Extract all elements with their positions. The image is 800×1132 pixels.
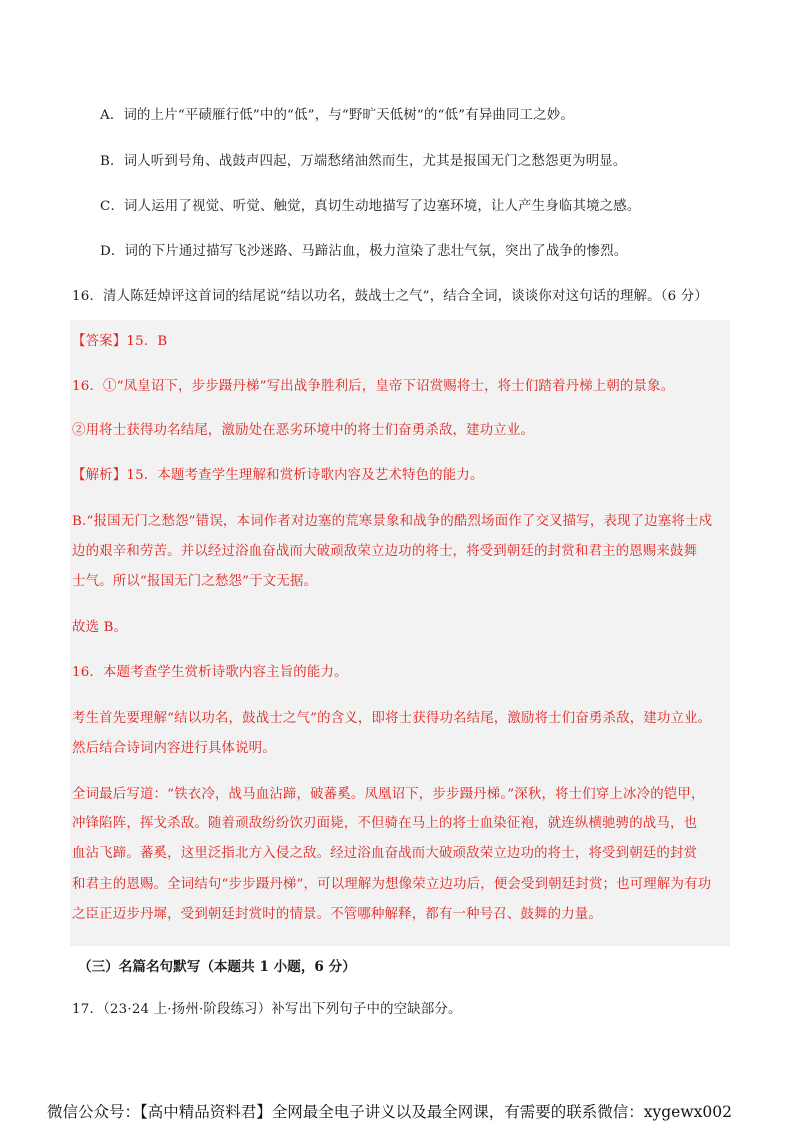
question-17: 17．（23·24 上·扬州·阶段练习）补写出下列句子中的空缺部分。 xyxy=(72,1002,462,1017)
answer-16-line-2: ②用将士获得功名结尾，激励处在恶劣环境中的将士们奋勇杀敌，建功立业。 xyxy=(72,423,535,438)
option-c: C．词人运用了视觉、听觉、触觉，真切生动地描写了边塞环境，让人产生身临其境之感。 xyxy=(100,199,641,214)
analysis-b-line-1: B.“报国无门之愁怨”错误，本词作者对边塞的荒寒景象和战争的酷烈场面作了交叉描写，表现了边塞将士戍 xyxy=(72,514,713,529)
analysis-p2-line-4: 和君主的恩赐。全词结句“步步蹑丹梯”，可以理解为想像荣立边功后，便会受到朝廷封赏；也可理解为有功 xyxy=(72,877,712,892)
analysis-b-line-3: 士气。所以“报国无门之愁怨”于文无据。 xyxy=(72,574,318,589)
analysis-p2-line-5: 之臣正迈步丹墀，受到朝廷封赏时的情景。不管哪种解释，都有一种号召、鼓舞的力量。 xyxy=(72,907,603,922)
analysis-p1-line-1: 考生首先要理解“结以功名，鼓战士之气”的含义，即将士获得功名结尾，激励将士们奋勇杀敌，建功立业。 xyxy=(72,711,712,726)
footer-contact: 微信公众号：【高中精品资料君】全网最全电子讲义以及最全网课，有需要的联系微信：xygewx002 xyxy=(47,1103,732,1121)
option-d: D．词的下片通过描写飞沙迷路、马蹄沾血，极力渲染了悲壮气氛，突出了战争的惨烈。 xyxy=(100,244,628,259)
analysis-b-line-2: 边的艰辛和劳苦。并以经过浴血奋战而大破顽敌荣立边功的将士，将受到朝廷的封赏和君主的恩赐来鼓舞 xyxy=(72,544,698,559)
analysis-p1-line-2: 然后结合诗词内容进行具体说明。 xyxy=(72,741,276,756)
answer-16-line-1: 16．①“凤皇诏下，步步蹑丹梯”写出战争胜利后，皇帝下诏赏赐将士，将士们踏着丹梯上朝的景象。 xyxy=(72,379,675,394)
question-16: 16．清人陈廷焯评这首词的结尾说“结以功名，鼓战士之气”，结合全词，谈谈你对这句话的理解。（6 分） xyxy=(72,289,708,304)
option-b: B．词人听到号角、战鼓声四起，万端愁绪油然而生，尤其是报国无门之愁怨更为明显。 xyxy=(100,154,627,169)
option-a: A．词的上片“平碛雁行低”中的“低”，与“野旷天低树”的“低”有异曲同工之妙。 xyxy=(100,108,574,123)
section-3-title: （三）名篇名句默写（本题共 1 小题，6 分） xyxy=(78,959,356,975)
answer-label: 【答案】15．B xyxy=(72,334,168,349)
analysis-p2-line-1: 全词最后写道：“铁衣冷，战马血沾蹄，破蕃奚。凤凰诏下，步步蹑丹梯。”深秋，将士们穿上冰冷的铠甲， xyxy=(72,787,705,802)
analysis-p2-line-3: 血沾飞蹄。蕃奚，这里泛指北方入侵之敌。经过浴血奋战而大破顽敌荣立边功的将士，将受到朝廷的封赏 xyxy=(72,846,698,861)
analysis-p2-line-2: 冲锋陷阵，挥戈杀敌。随着顽敌纷纷饮刃面毙，不但骑在马上的将士血染征袍，就连纵横驰骋的战马，也 xyxy=(72,816,698,831)
analysis-16-head: 16．本题考查学生赏析诗歌内容主旨的能力。 xyxy=(72,665,348,680)
analysis-label: 【解析】15．本题考查学生理解和赏析诗歌内容及艺术特色的能力。 xyxy=(72,468,484,483)
analysis-choose: 故选 B。 xyxy=(72,620,128,635)
